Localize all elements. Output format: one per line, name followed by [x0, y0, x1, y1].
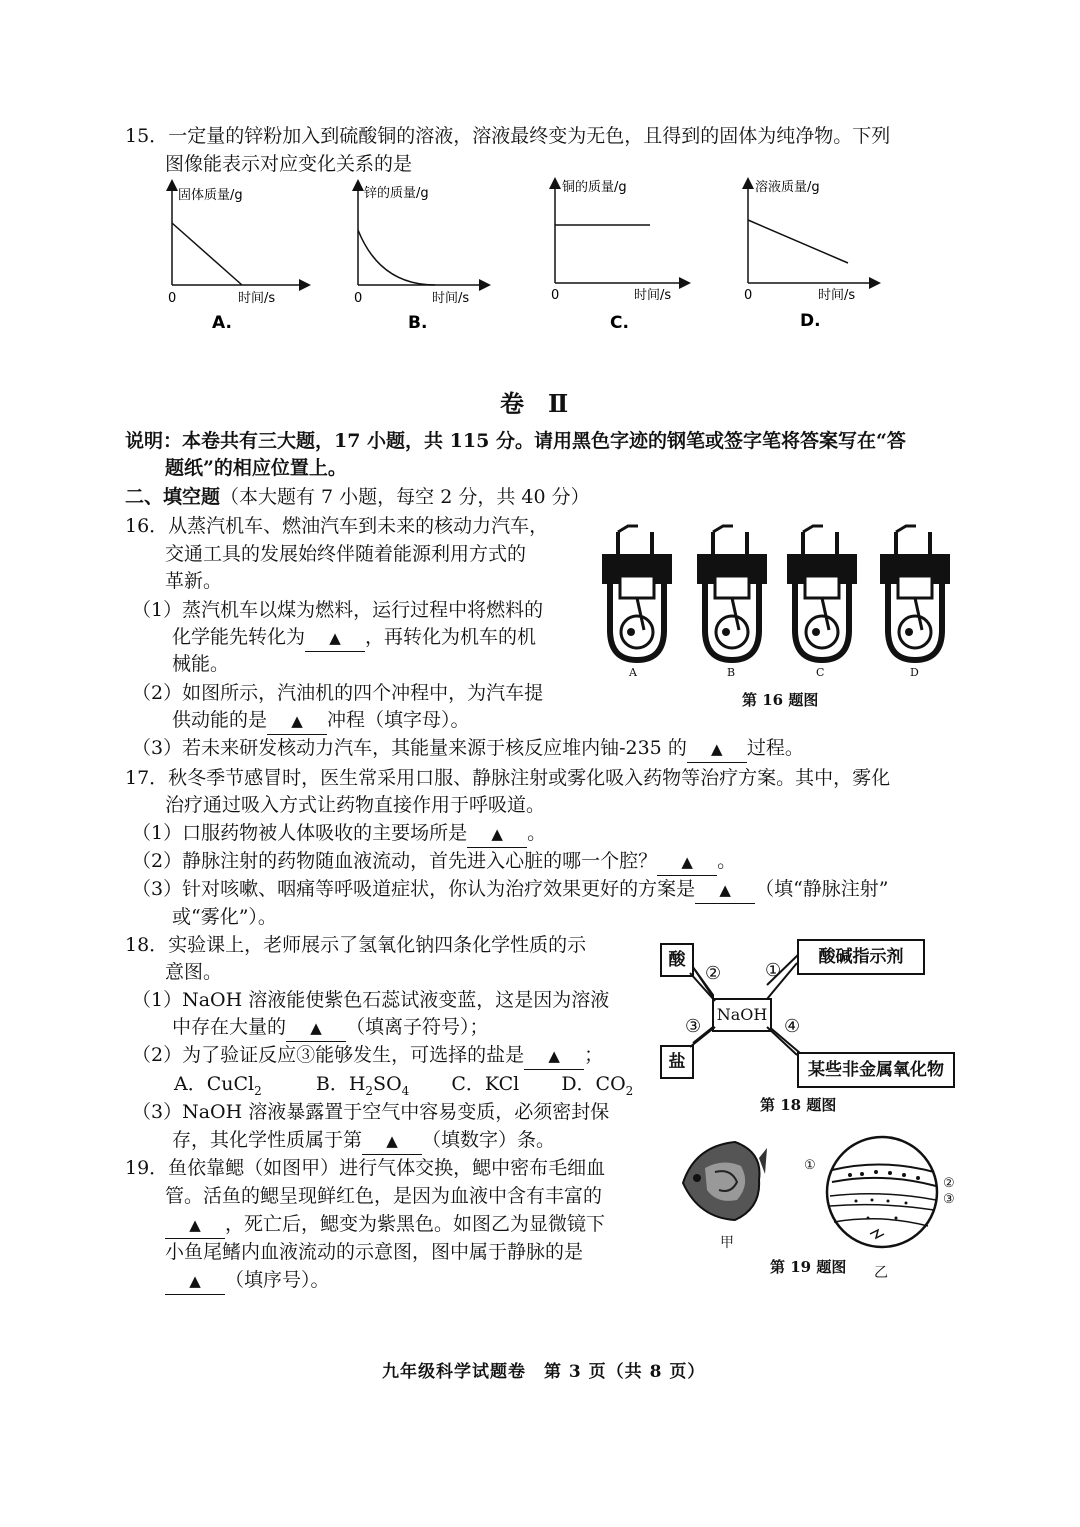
q16-line3: 革新。: [165, 570, 223, 592]
q18-l4a: 中存在大量的: [172, 1016, 287, 1038]
q17-l5a: （3）针对咳嗽、咽痛等呼吸道症状，你认为治疗效果更好的方案是: [132, 878, 696, 900]
q17-line6: 或“雾化”）。: [172, 906, 277, 928]
q16-l9b: 过程。: [746, 737, 804, 759]
blank-marker: ▲: [719, 881, 731, 899]
answer-blank[interactable]: [687, 735, 747, 763]
q16-line8: [172, 707, 470, 735]
q18-option-d-text: D．CO: [561, 1073, 626, 1095]
graph-d-option: D.: [800, 311, 821, 331]
q17-line3: [132, 820, 546, 848]
blank-marker: ▲: [189, 1272, 201, 1290]
q16-line1: 16．从蒸汽机车、燃油汽车到未来的核动力汽车，: [125, 515, 549, 537]
graph-b-ylabel: 锌的质量/g: [364, 186, 429, 201]
q19-l5b: （填序号）。: [225, 1269, 330, 1291]
graph-c-xlabel: 时间/s: [634, 288, 672, 303]
answer-blank[interactable]: [165, 1267, 225, 1295]
q18-option-c[interactable]: C．KCl: [451, 1073, 520, 1095]
q16-line2: 交通工具的发展始终伴随着能源利用方式的: [165, 543, 527, 565]
q18-line2: 意图。: [165, 961, 223, 983]
q19-line1: 19．鱼依靠鳃（如图甲）进行气体交换，鳃中密布毛细血: [125, 1157, 606, 1179]
q18-option-b-text: B．H: [315, 1073, 366, 1095]
part-label: 二、填空题: [125, 486, 221, 508]
q18-line1: 18．实验课上，老师展示了氢氧化钠四条化学性质的示: [125, 934, 587, 956]
q18-option-b[interactable]: [315, 1073, 410, 1098]
diagram-num-1: ①: [765, 960, 782, 981]
diagram-num-2: ②: [705, 963, 722, 984]
q19-line3: [165, 1211, 605, 1239]
engine-b: [697, 526, 767, 660]
graph-b-curve: [358, 230, 435, 285]
q19-caption: 第 19 题图: [770, 1258, 847, 1276]
blank-marker: ▲: [329, 629, 341, 647]
vessel-label-3: ③: [943, 1192, 955, 1207]
engine-label-c: C: [816, 666, 825, 679]
engine-label-b: B: [727, 666, 736, 679]
fish-gill-image: [675, 1138, 770, 1228]
naoh-connectors: [655, 935, 955, 1085]
answer-blank[interactable]: [165, 1211, 225, 1239]
answer-blank[interactable]: [286, 1014, 346, 1042]
engine-figure: [598, 520, 958, 685]
graph-a-xlabel: 时间/s: [238, 291, 276, 306]
q18-option-b-mid: SO: [373, 1073, 402, 1095]
answer-blank[interactable]: [524, 1042, 584, 1070]
salt-box: 盐: [660, 1045, 694, 1079]
q16-l5a: 化学能先转化为: [172, 626, 306, 648]
section-note-line2: 题纸”的相应位置上。: [165, 457, 347, 479]
q15-text1: 一定量的锌粉加入到硫酸铜的溶液，溶液最终变为无色，且得到的固体为纯净物。下列: [168, 125, 891, 147]
q18-line4: [172, 1014, 489, 1042]
q16-l8b: 冲程（填字母）。: [327, 709, 470, 731]
answer-blank[interactable]: [362, 1127, 422, 1155]
engine-label-d: D: [910, 666, 919, 679]
q18-line8: [172, 1127, 555, 1155]
engine-d: [880, 526, 950, 660]
q16-l8a: 供动能的是: [172, 709, 268, 731]
graph-c-option: C.: [610, 313, 629, 333]
engine-c: [787, 526, 857, 660]
q18-l8a: 存，其化学性质属于第: [172, 1129, 363, 1151]
diagram-num-3: ③: [685, 1016, 702, 1037]
q18-line5: [132, 1042, 603, 1070]
answer-blank[interactable]: [467, 820, 527, 848]
q19-line2: 管。活鱼的鳃呈现鲜红色，是因为血液中含有丰富的: [165, 1185, 603, 1207]
q18-l5b: ；: [584, 1044, 604, 1066]
q18-line3: （1）NaOH 溶液能使紫色石蕊试液变蓝，这是因为溶液: [132, 989, 610, 1011]
q16-line5: [172, 624, 536, 652]
graph-d-ylabel: 溶液质量/g: [755, 180, 820, 195]
blank-marker: ▲: [491, 825, 503, 843]
q16-line4: （1）蒸汽机车以煤为燃料，运行过程中将燃料的: [132, 599, 544, 621]
blank-marker: ▲: [291, 712, 303, 730]
section-title: 卷 Ⅱ: [500, 389, 569, 418]
q16-line7: （2）如图所示，汽油机的四个冲程中，为汽车提: [132, 682, 544, 704]
graph-a-origin: 0: [168, 291, 177, 306]
q18-l4b: （填离子符号）；: [346, 1016, 489, 1038]
graph-d-line: [748, 220, 848, 263]
q17-line2: 治疗通过吸入方式让药物直接作用于呼吸道。: [165, 794, 546, 816]
q15-line1: [125, 123, 890, 149]
graph-d-origin: 0: [744, 288, 753, 303]
graph-c-origin: 0: [551, 288, 560, 303]
engine-a: [602, 526, 672, 660]
indicator-box: 酸碱指示剂: [797, 939, 925, 975]
part-header: [125, 484, 590, 510]
label-jia: 甲: [720, 1235, 734, 1251]
blank-marker: ▲: [189, 1216, 201, 1234]
answer-blank[interactable]: [695, 876, 755, 904]
diagram-num-4: ④: [784, 1016, 801, 1037]
blank-marker: ▲: [681, 853, 693, 871]
q18-option-d[interactable]: [561, 1073, 634, 1098]
q18-option-b-sub2: 4: [401, 1083, 410, 1098]
q17-l3b: 。: [527, 822, 547, 844]
engine-label-a: A: [629, 666, 637, 679]
page-footer: 九年级科学试题卷 第 3 页（共 8 页）: [382, 1362, 706, 1382]
graph-a: [168, 185, 305, 333]
graph-a-option: A.: [212, 313, 232, 333]
q15-number: 15．: [125, 125, 169, 147]
q18-option-d-sub: 2: [625, 1083, 634, 1098]
q16-l5b: ，再转化为机车的机: [365, 626, 537, 648]
q18-line7: （3）NaOH 溶液暴露置于空气中容易变质，必须密封保: [132, 1101, 610, 1123]
q16-line9: [132, 735, 804, 763]
q18-l8b: （填数字）条。: [422, 1129, 556, 1151]
graph-b-xlabel: 时间/s: [432, 291, 470, 306]
section-note-line1: 说明：本卷共有三大题，17 小题，共 115 分。请用黑色字迹的钢笔或签字笔将答案写在“答: [125, 430, 906, 452]
label-yi: 乙: [874, 1265, 888, 1281]
graph-b: [354, 185, 485, 333]
q17-l4a: （2）静脉注射的药物随血液流动，首先进入心脏的哪一个腔？: [132, 850, 658, 872]
q18-option-a-text: A．CuCl: [174, 1073, 255, 1095]
q17-l3a: （1）口服药物被人体吸收的主要场所是: [132, 822, 468, 844]
q17-l5b: （填“静脉注射”: [755, 878, 889, 900]
q17-line1: 17．秋冬季节感冒时，医生常采用口服、静脉注射或雾化吸入药物等治疗方案。其中，雾化: [125, 767, 891, 789]
q19-line4: 小鱼尾鳍内血液流动的示意图，图中属于静脉的是: [165, 1241, 584, 1263]
naoh-box: NaOH: [712, 998, 772, 1032]
answer-blank[interactable]: [657, 848, 717, 876]
q17-line4: [132, 848, 736, 876]
blank-marker: ▲: [310, 1019, 322, 1037]
q19-l3b: ，死亡后，鳃变为紫黑色。如图乙为显微镜下: [225, 1213, 606, 1235]
q18-option-a-sub: 2: [254, 1083, 262, 1098]
blank-marker: ▲: [711, 740, 723, 758]
q16-line6: 械能。: [172, 653, 230, 675]
q19-line5: [165, 1267, 330, 1295]
vessel-label-2: ②: [943, 1176, 955, 1191]
graph-d-xlabel: 时间/s: [818, 288, 856, 303]
q15-line2: 图像能表示对应变化关系的是: [165, 153, 413, 175]
q18-l5a: （2）为了验证反应③能够发生，可选择的盐是: [132, 1044, 525, 1066]
q15-graphs: [150, 175, 910, 335]
graph-d: [744, 179, 875, 331]
q16-l9a: （3）若未来研发核动力汽车，其能量来源于核反应堆内铀-235 的: [132, 737, 687, 759]
graph-b-option: B.: [408, 313, 428, 333]
q17-l4b: 。: [717, 850, 737, 872]
q18-caption: 第 18 题图: [760, 1096, 837, 1114]
graph-c: [551, 179, 685, 333]
q17-line5: [132, 876, 889, 904]
blank-marker: ▲: [386, 1132, 398, 1150]
graph-c-ylabel: 铜的质量/g: [562, 180, 627, 195]
oxide-box: 某些非金属氧化物: [797, 1052, 955, 1088]
part-desc: （本大题有 7 小题，每空 2 分，共 40 分）: [220, 486, 590, 508]
answer-blank[interactable]: [305, 624, 365, 652]
vessel-label-1: ①: [804, 1158, 816, 1173]
answer-blank[interactable]: [267, 707, 327, 735]
blank-marker: ▲: [548, 1047, 560, 1065]
acid-box: 酸: [660, 943, 694, 977]
q18-option-b-sub1: 2: [365, 1083, 374, 1098]
blood-flow-image: [810, 1130, 950, 1255]
graph-a-ylabel: 固体质量/g: [178, 188, 243, 203]
graph-b-origin: 0: [354, 291, 363, 306]
graph-a-line: [172, 223, 242, 285]
q16-caption: 第 16 题图: [742, 691, 819, 709]
q18-option-a[interactable]: [174, 1073, 262, 1098]
